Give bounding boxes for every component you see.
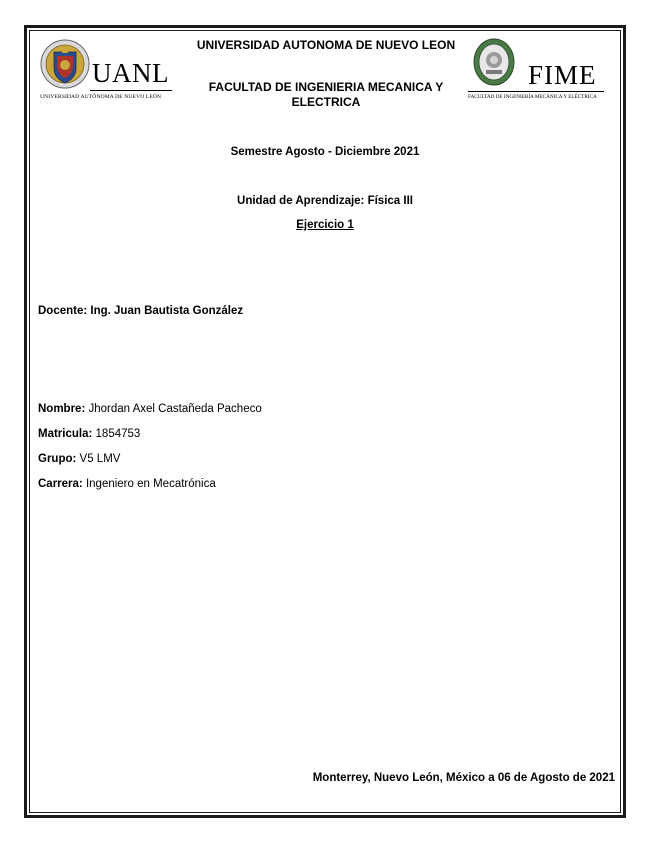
student-id-label: Matricula: bbox=[38, 428, 93, 440]
student-name-row bbox=[38, 403, 262, 415]
fime-caption: FACULTAD DE INGENIERÍA MECÁNICA Y ELÉCTRICA bbox=[468, 94, 597, 100]
student-career-label: Carrera: bbox=[38, 478, 83, 490]
uanl-shield-icon bbox=[40, 38, 90, 92]
fime-seal-icon bbox=[472, 38, 516, 88]
student-career-value: Ingeniero en Mecatrónica bbox=[85, 478, 216, 490]
student-id-row bbox=[38, 428, 140, 440]
course-line: Unidad de Aprendizaje: Física III bbox=[237, 195, 413, 207]
uanl-caption: UNIVERSIDAD AUTÓNOMA DE NUEVO LEÓN bbox=[40, 94, 162, 100]
page-border bbox=[24, 25, 626, 818]
university-title: UNIVERSIDAD AUTONOMA DE NUEVO LEON bbox=[196, 38, 456, 52]
fime-logo bbox=[468, 38, 608, 106]
uanl-wordmark: UANL bbox=[92, 58, 169, 88]
student-group-value: V5 LMV bbox=[79, 453, 121, 465]
semester-line: Semestre Agosto - Diciembre 2021 bbox=[230, 146, 420, 158]
student-career-row bbox=[38, 478, 216, 490]
teacher-line: Docente: Ing. Juan Bautista González bbox=[38, 305, 244, 317]
footer-location-date: Monterrey, Nuevo León, México a 06 de Agosto de 2021 bbox=[312, 772, 615, 784]
student-group-label: Grupo: bbox=[38, 453, 77, 465]
uanl-divider bbox=[90, 90, 172, 91]
student-group-row bbox=[38, 453, 120, 465]
assignment-wrapper bbox=[24, 219, 626, 231]
uanl-logo bbox=[40, 38, 180, 106]
faculty-title: FACULTAD DE INGENIERIA MECANICA Y ELECTRICA bbox=[208, 80, 444, 109]
student-name-label: Nombre: bbox=[38, 403, 86, 415]
fime-divider bbox=[468, 91, 604, 92]
student-name-value: Jhordan Axel Castañeda Pacheco bbox=[88, 403, 262, 415]
student-id-value: 1854753 bbox=[95, 428, 141, 440]
fime-wordmark: FIME bbox=[528, 60, 597, 90]
assignment-line: Ejercicio 1 bbox=[296, 219, 354, 231]
